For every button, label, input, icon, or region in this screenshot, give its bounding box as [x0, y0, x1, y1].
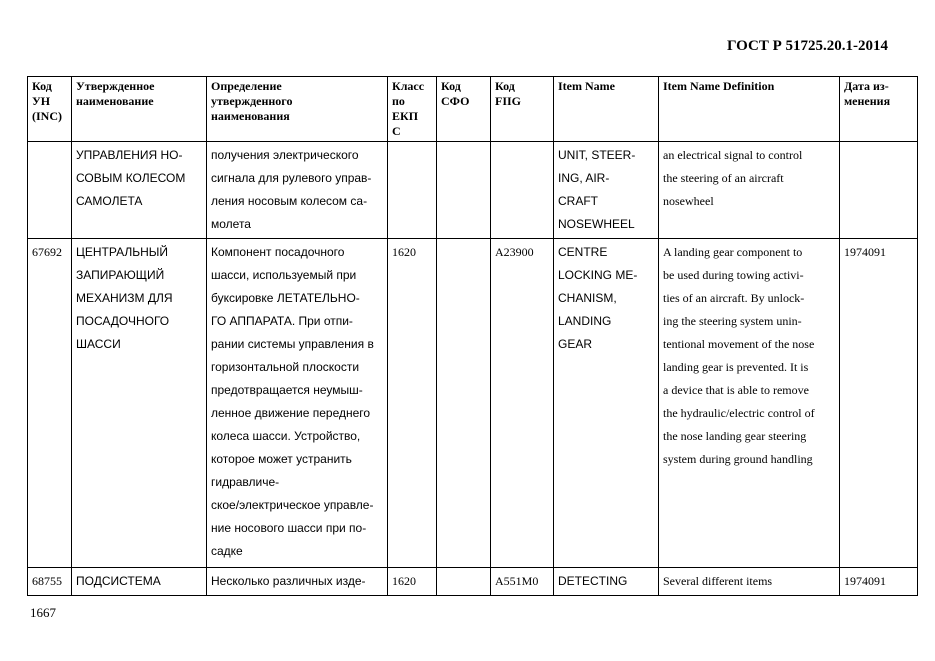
cell-line: A landing gear component to [663, 245, 803, 259]
table-body [28, 142, 918, 596]
cell-line: ing the steering system unin- [663, 314, 802, 328]
class-cell [388, 239, 437, 568]
cell-value: 67692 [32, 245, 62, 259]
cell-value: A23900 [495, 245, 534, 259]
cell-line: САМОЛЕТА [76, 194, 143, 208]
cell-line: ING, AIR- [558, 171, 610, 185]
class-cell [388, 568, 437, 596]
definition-cell [207, 239, 388, 568]
table-header-row [28, 77, 918, 142]
header-line: Утвержденное [76, 79, 155, 93]
col-class-header [388, 77, 437, 142]
cell-line: LANDING [558, 314, 612, 328]
col-fiig-header [491, 77, 554, 142]
cell-line: ления носовым колесом са- [211, 194, 368, 208]
item-name-cell [554, 568, 659, 596]
cell-line: UNIT, STEER- [558, 148, 636, 162]
col-date-header [840, 77, 918, 142]
cell-value: A551M0 [495, 574, 539, 588]
header-line: утвержденного [211, 94, 293, 108]
header-line: (INC) [32, 109, 62, 123]
cell-line: УПРАВЛЕНИЯ НО- [76, 148, 183, 162]
header-line: наименование [76, 94, 154, 108]
cell-line: nosewheel [663, 194, 714, 208]
cell-line: tentional movement of the nose [663, 337, 815, 351]
cell-line: Several different items [663, 574, 773, 588]
sfo-cell [437, 142, 491, 239]
cell-line: CENTRE [558, 245, 608, 259]
header-line: Дата из- [844, 79, 889, 93]
date-cell [840, 239, 918, 568]
cell-line: DETECTING [558, 574, 628, 588]
col-item-name-header [554, 77, 659, 142]
cell-line: шасси, используемый при [211, 268, 357, 282]
item-definition-cell [659, 568, 840, 596]
cell-value: 1620 [392, 574, 416, 588]
date-cell [840, 568, 918, 596]
item-definition-cell [659, 239, 840, 568]
fiig-cell [491, 142, 554, 239]
cell-line: CRAFT [558, 194, 598, 208]
definition-cell [207, 142, 388, 239]
code-cell [28, 568, 72, 596]
cell-line: ское/электрическое управле- [211, 498, 374, 512]
cell-line: садке [211, 544, 243, 558]
header-line: менения [844, 94, 891, 108]
cell-line: ГО АППАРАТА. При отпи- [211, 314, 353, 328]
cell-line: an electrical signal to control [663, 148, 803, 162]
col-definition-header [207, 77, 388, 142]
cell-line: ние носового шасси при по- [211, 521, 367, 535]
item-name-cell [554, 239, 659, 568]
col-code-un-header [28, 77, 72, 142]
fiig-cell [491, 239, 554, 568]
header-line: Item Name [558, 79, 615, 93]
cell-line: LOCKING ME- [558, 268, 638, 282]
definition-cell [207, 568, 388, 596]
header-line: Определение [211, 79, 282, 93]
table-row [28, 239, 918, 568]
cell-line: a device that is able to remove [663, 383, 809, 397]
sfo-cell [437, 568, 491, 596]
cell-line: гидравличе- [211, 475, 280, 489]
cell-line: горизонтальной плоскости [211, 360, 360, 374]
approved-name-cell [72, 239, 207, 568]
approved-name-cell [72, 568, 207, 596]
header-line: Item Name Definition [663, 79, 775, 93]
header-line: Класс [392, 79, 425, 93]
cell-value: 68755 [32, 574, 62, 588]
cell-line: CHANISM, [558, 291, 617, 305]
cell-line: the steering of an aircraft [663, 171, 784, 185]
code-cell [28, 142, 72, 239]
approved-name-cell [72, 142, 207, 239]
class-cell [388, 142, 437, 239]
item-name-cell [554, 142, 659, 239]
cell-value: 1620 [392, 245, 416, 259]
header-line: УН [32, 94, 51, 108]
cell-line: be used during towing activi- [663, 268, 804, 282]
cell-line: колеса шасси. Устройство, [211, 429, 361, 443]
col-sfo-header [437, 77, 491, 142]
item-definition-cell [659, 142, 840, 239]
cell-line: system during ground handling [663, 452, 813, 466]
col-item-def-header [659, 77, 840, 142]
cell-line: ШАССИ [76, 337, 121, 351]
cell-value: 1974091 [844, 574, 886, 588]
header-line: СФО [441, 94, 470, 108]
cell-line: ЗАПИРАЮЩИЙ [76, 268, 165, 282]
page-number: 1667 [30, 605, 56, 620]
cell-line: ЦЕНТРАЛЬНЫЙ [76, 245, 169, 259]
header-line: С [392, 124, 401, 138]
gost-table [27, 76, 918, 596]
header-line: наименования [211, 109, 290, 123]
cell-line: СОВЫМ КОЛЕСОМ [76, 171, 186, 185]
header-line: Код [32, 79, 52, 93]
header-line: ЕКП [392, 109, 419, 123]
sfo-cell [437, 239, 491, 568]
cell-line: Несколько различных изде- [211, 574, 366, 588]
col-approved-name-header [72, 77, 207, 142]
cell-line: ленное движение переднего [211, 406, 371, 420]
cell-line: МЕХАНИЗМ ДЛЯ [76, 291, 173, 305]
header-line: Код [495, 79, 515, 93]
cell-line: NOSEWHEEL [558, 217, 635, 231]
header-line: FIIG [495, 94, 522, 108]
table-row [28, 568, 918, 596]
cell-value: 1974091 [844, 245, 886, 259]
date-cell [840, 142, 918, 239]
table-row [28, 142, 918, 239]
cell-line: the hydraulic/electric control of [663, 406, 815, 420]
cell-line: предотвращается неумыш- [211, 383, 363, 397]
header-line: по [392, 94, 405, 108]
fiig-cell [491, 568, 554, 596]
cell-line: рании системы управления в [211, 337, 374, 351]
cell-line: молета [211, 217, 251, 231]
header-line: Код [441, 79, 461, 93]
cell-line: которое может устранить [211, 452, 352, 466]
document-title: ГОСТ Р 51725.20.1-2014 [726, 38, 888, 54]
cell-line: получения электрического [211, 148, 359, 162]
cell-line: Компонент посадочного [211, 245, 345, 259]
cell-line: ties of an aircraft. By unlock- [663, 291, 805, 305]
cell-line: landing gear is prevented. It is [663, 360, 809, 374]
cell-line: ПОСАДОЧНОГО [76, 314, 170, 328]
cell-line: сигнала для рулевого управ- [211, 171, 372, 185]
cell-line: the nose landing gear steering [663, 429, 807, 443]
cell-line: ПОДСИСТЕМА [76, 574, 161, 588]
code-cell [28, 239, 72, 568]
cell-line: GEAR [558, 337, 593, 351]
cell-line: буксировке ЛЕТАТЕЛЬНО- [211, 291, 360, 305]
